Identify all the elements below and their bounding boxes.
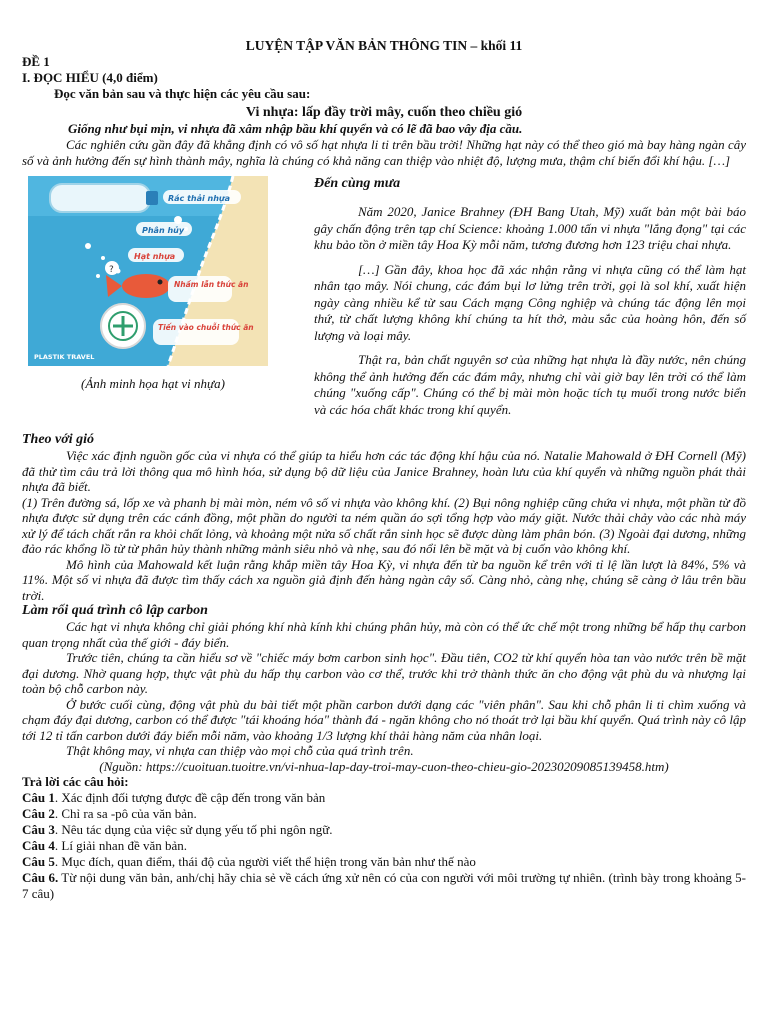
question-text: . Nêu tác dụng của việc sử dụng yếu tố phi ngôn ngữ. [54,822,333,837]
question-label: Câu 4 [22,838,55,853]
paragraph: Việc xác định nguồn gốc của vi nhựa có thể giúp ta hiểu hơn các tác động khí hậu của nó. Natalie Mahowald ở ĐH Cornell (Mỹ) đã thử tìm câu trả lời thông qua mô hình hóa, sử dụng bộ dữ liệu của Janice Brahney, hoàn lưu của khí quyển và những nguồn phát thải nhựa đã biết. [22,448,746,494]
image-caption: (Ảnh minh họa hạt vi nhựa) [81,376,225,391]
question-text: . Chỉ ra sa -pô của văn bản. [54,806,197,821]
question-text: . Lí giải nhan đề văn bản. [54,838,188,853]
microplastic-illustration [28,176,268,366]
image-column [22,176,278,418]
label-2: Phân hủy [142,226,185,235]
illustration-graphic [28,176,268,366]
paragraph: Thật không may, vi nhựa can thiệp vào mọi chỗ của quá trình trên. [66,743,414,758]
bottle-icon [50,184,158,212]
source-citation: (Nguồn: https://cuoituan.tuoitre.vn/vi-nhua-lap-day-troi-may-cuon-theo-chieu-gio-20230209085139458.htm) [99,758,669,774]
label-4: Nhầm lẫn thức ăn [174,280,249,289]
exam-number: ĐỀ 1 [22,54,50,69]
question-item [22,838,746,854]
subheading-carbon: Làm rối quá trình cô lập carbon [22,603,208,618]
illustration-logo: PLASTIK TRAVEL [34,353,95,361]
question-label: Câu 6. [22,870,59,885]
question-item [22,790,746,806]
section-heading: I. ĐỌC HIỂU (4,0 điểm) [22,70,158,85]
text-column [314,176,746,418]
paragraph: Năm 2020, Janice Brahney (ĐH Bang Utah, Mỹ) xuất bản một bài báo gây chấn động trên tạp chí Science: khoảng 1.000 tấn vi nhựa "lắng đọng" tại các khu bảo tồn ở miền tây Hoa Kỳ mỗi năm, tương đương hơn 123 triệu chai nhựa. [314,204,746,252]
question-label: Câu 3 [22,822,55,837]
subheading-den-cung-mua: Đến cùng mưa [314,176,401,191]
question-item [22,870,746,902]
question-item [22,806,746,822]
question-item [22,822,746,838]
question-label: Câu 5 [22,854,55,869]
paragraph: Trước tiên, chúng ta cần hiểu sơ về "chiếc máy bơm carbon sinh học". Đầu tiên, CO2 từ khí quyển hòa tan vào nước trên bề mặt đại dương. Nhờ quang hợp, thực vật phù du hấp thụ carbon vào cơ thể, trước khi trở thành thức ăn cho động vật phù du và nhượng lại toàn bộ chỗ carbon này. [22,650,746,696]
question-label: Câu 2 [22,806,55,821]
paragraph: Thật ra, bản chất nguyên sơ của những hạt nhựa là đầy nước, nên chúng không thể ảnh hưởng đến các đám mây, nhưng chỉ vài giờ bay lên trời có thể làm chúng "xuống cấp". Chúng có thể bị mài mòn hoặc tích tụ muối trong nước biển và các hóa chất khác trong khí quyển. [314,352,746,417]
paragraph: Các hạt vi nhựa không chỉ giải phóng khí nhà kính khi chúng phân hủy, mà còn có thể ức chế một trong những bể hấp thụ carbon quan trọng nhất của thế giới - đáy biển. [22,619,746,650]
paragraph: […] Gần đây, khoa học đã xác nhận rằng vi nhựa cũng có thể làm hạt nhân tạo mây. Nói chung, các đám bụi lơ lửng trên trời, gọi là sol khí, xuất hiện ngày càng nhiều kể từ sau Cách mạng Công nghiệp và chúng tác động lên mọi thứ, từ chất lượng không khí chúng ta hít thở, màu sắc của hoàng hôn, đến số lượng và loại mây. [314,261,746,343]
questions [22,774,746,902]
questions-heading: Trả lời các câu hỏi: [22,774,129,789]
svg-text:?: ? [109,265,114,275]
plate-icon [101,304,145,348]
label-3: Hạt nhựa [134,252,176,261]
question-text: . Xác định đối tượng được đề cập đến trong văn bản [54,790,326,805]
question-text: Từ nội dung văn bản, anh/chị hãy chia sẻ về cách ứng xử nên có của con người với môi trường tự nhiên. (trình bày trong khoảng 5-7 câu) [22,870,747,901]
label-1: Rác thải nhựa [168,194,231,203]
article-title: Vi nhựa: lấp đầy trời mây, cuốn theo chiều gió [245,105,523,120]
image-text-row [22,176,746,418]
article-sapo: Giống như bụi mịn, vi nhựa đã xâm nhập bầu khí quyển và có lẽ đã bao vây địa cầu. [68,121,523,136]
instruction: Đọc văn bản sau và thực hiện các yêu cầu sau: [54,86,311,101]
document-title: LUYỆN TẬP VĂN BẢN THÔNG TIN – khối 11 [245,38,523,53]
article-intro: Các nghiên cứu gần đây đã khẳng định có vô số hạt nhựa li ti trên bầu trời! Những hạt này có thể theo gió mà bay hàng ngàn cây số và ảnh hưởng đến sự hình thành mây, nghĩa là chúng có khả năng can thiệp vào nhiệt độ, lượng mưa, thậm chí biến đổi khí hậu. […] [22,137,746,168]
question-text: . Mục đích, quan điểm, thái độ của người viết thể hiện trong văn bản như thế nào [54,854,476,869]
subheading-theo-voi-gio: Theo với gió [22,432,95,447]
question-label: Câu 1 [22,790,55,805]
question-item [22,854,746,870]
paragraph: (1) Trên đường sá, lốp xe và phanh bị mài mòn, ném vô số vi nhựa vào không khí. (2) Bụi nông nghiệp cũng chứa vi nhựa, một phần từ đồ nhựa được sử dụng trên các cánh đồng, một phần do người ta ném quần áo sợi tổng hợp vào máy giặt. Nước thải chảy vào các nhà máy xử lý để tách chất rắn ra khỏi chất lỏng, và khoảng một nửa số chất rắn sinh học sẽ được dùng làm phân bón. (3) Ngoài đại dương, những đảo rác khổng lồ từ từ phân hủy thành những mảnh siêu nhỏ và nhẹ, sau đó nổi lên bề mặt và bị cuốn vào không khí. [22,494,746,556]
paragraph: Ở bước cuối cùng, động vật phù du bài tiết một phần carbon dưới dạng các "viên phân". Sau khi chỗ phân li ti chìm xuống và chạm đáy đại dương, carbon có thể được "tái khoáng hóa" thành đá - ngăn không cho nó thoát trở lại bầu khí quyển. Quá trình này cô lập tới 12 tỉ tấn carbon dưới đáy biển mỗi năm, vào khoảng 1/3 lượng khí thải hàng năm của nhân loại. [22,696,746,743]
paragraph: Mô hình của Mahowald kết luận rằng khắp miền tây Hoa Kỳ, vi nhựa đến từ ba nguồn kể trên với tỉ lệ lần lượt là 84%, 5% và 11%. Một số vi nhựa đã được tìm thấy cách xa nguồn giả định đến hàng ngàn cây số. Càng nhỏ, càng nhẹ, chúng sẽ càng ở lâu trên bầu trời. [22,556,746,603]
label-5: Tiến vào chuỗi thức ăn [158,323,254,332]
